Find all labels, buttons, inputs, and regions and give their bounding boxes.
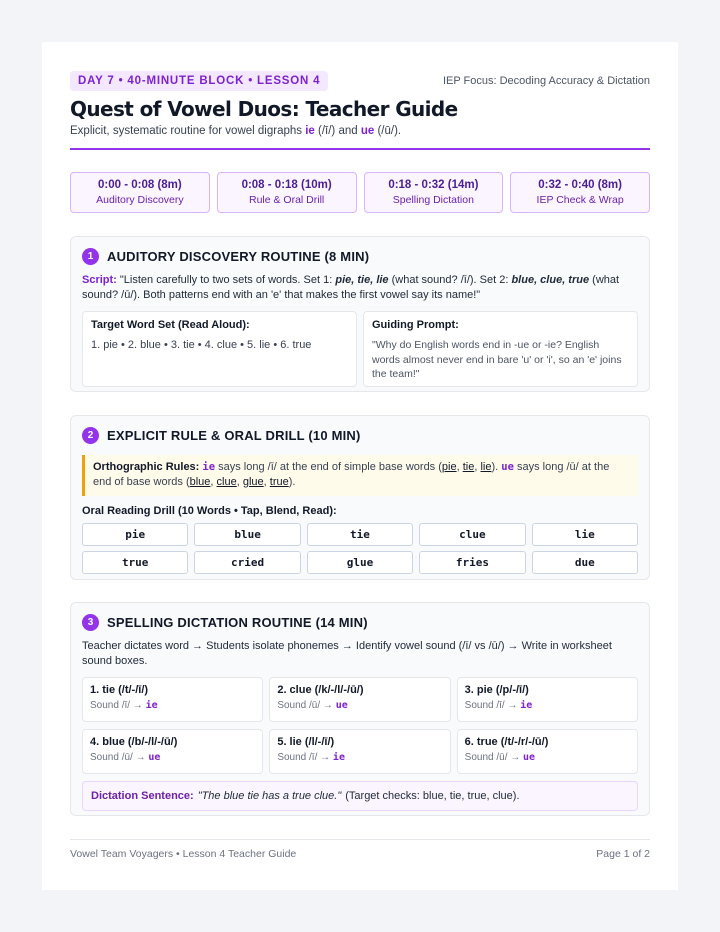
timeline-block xyxy=(70,172,210,213)
timeline-label: Spelling Dictation xyxy=(392,194,474,206)
timeline-label: Auditory Discovery xyxy=(96,194,184,206)
timeline-label: IEP Check & Wrap xyxy=(536,194,624,206)
page-footer xyxy=(70,848,650,860)
drill-word-grid xyxy=(71,517,649,574)
page-subtitle: Explicit, systematic routine for vowel digraphs ie (/ī/) and ue (/ū/). xyxy=(70,125,402,137)
section-number-badge: 1 xyxy=(82,248,99,265)
drill-word: clue xyxy=(419,523,525,546)
timeline-time: 0:08 - 0:18 (10m) xyxy=(241,179,332,191)
dictation-item: 4. blue (/b/-/l/-/ū/) Sound /ū/ → ue xyxy=(82,729,263,774)
page-title: Quest of Vowel Duos: Teacher Guide xyxy=(70,97,458,121)
dictation-item: 6. true (/t/-/r/-/ū/) Sound /ū/ → ue xyxy=(457,729,638,774)
dictation-steps: Teacher dictates word → Students isolate phonemes → Identify vowel sound (/ī/ vs /ū/) → Write in worksheet sound boxes. xyxy=(82,640,612,667)
section-number-badge: 3 xyxy=(82,614,99,631)
digraph-ie: ie xyxy=(305,125,315,137)
drill-word: true xyxy=(82,551,188,574)
drill-word: due xyxy=(532,551,638,574)
dictation-item: 5. lie (/l/-/ī/) Sound /ī/ → ie xyxy=(269,729,450,774)
timeline-time: 0:00 - 0:08 (8m) xyxy=(98,179,182,191)
timeline-block xyxy=(364,172,504,213)
dictation-item: 2. clue (/k/-/l/-/ū/) Sound /ū/ → ue xyxy=(269,677,450,722)
guiding-prompt-text: "Why do English words end in -ue or -ie? English words almost never end in bare 'u' or 'i', so an 'e' joins the team!" xyxy=(372,339,622,380)
drill-word: glue xyxy=(307,551,413,574)
target-word-card xyxy=(82,311,357,387)
timeline-block xyxy=(217,172,357,213)
dictation-sentence: Dictation Sentence: "The blue tie has a true clue." (Target checks: blue, tie, true, clue). xyxy=(82,781,638,811)
header-row xyxy=(70,70,650,92)
day-badge: DAY 7 • 40-MINUTE BLOCK • LESSON 4 xyxy=(70,71,328,91)
section-title: SPELLING DICTATION ROUTINE (14 MIN) xyxy=(107,615,368,630)
dictation-word-grid xyxy=(71,669,649,774)
drill-word: pie xyxy=(82,523,188,546)
drill-word: blue xyxy=(194,523,300,546)
lesson-timeline xyxy=(70,172,650,213)
dictation-item: 3. pie (/p/-/ī/) Sound /ī/ → ie xyxy=(457,677,638,722)
footer-title: Vowel Team Voyagers • Lesson 4 Teacher Guide xyxy=(70,848,297,860)
target-word-list: 1. pie • 2. blue • 3. tie • 4. clue • 5. lie • 6. true xyxy=(91,339,312,351)
section-rule-drill xyxy=(70,415,650,580)
footer-divider xyxy=(70,839,650,840)
guiding-prompt-card xyxy=(363,311,638,387)
teacher-script: Script: "Listen carefully to two sets of words. Set 1: pie, tie, lie (what sound? /ī/). Set 2: blue, clue, true (what sound? /ū/). Both patterns end with an 'e' that makes the first vowel say its name!" xyxy=(82,274,620,301)
drill-title: Oral Reading Drill (10 Words • Tap, Blend, Read): xyxy=(82,505,337,517)
orthographic-rules-callout: Orthographic Rules: ie says long /ī/ at the end of simple base words (pie, tie, lie). ue says long /ū/ at the end of base words (blue, clue, glue, true). xyxy=(82,455,638,496)
section-auditory-discovery xyxy=(70,236,650,392)
timeline-time: 0:18 - 0:32 (14m) xyxy=(388,179,479,191)
timeline-time: 0:32 - 0:40 (8m) xyxy=(538,179,622,191)
card-title: Target Word Set (Read Aloud): xyxy=(91,319,250,331)
section-number-badge: 2 xyxy=(82,427,99,444)
title-divider xyxy=(70,148,650,150)
worksheet-page xyxy=(42,42,678,890)
section-spelling-dictation xyxy=(70,602,650,816)
timeline-label: Rule & Oral Drill xyxy=(248,194,325,206)
drill-word: lie xyxy=(532,523,638,546)
dictation-item: 1. tie (/t/-/ī/) Sound /ī/ → ie xyxy=(82,677,263,722)
section-title: EXPLICIT RULE & ORAL DRILL (10 MIN) xyxy=(107,428,361,443)
card-title: Guiding Prompt: xyxy=(372,319,459,331)
digraph-ue: ue xyxy=(360,125,375,137)
timeline-block xyxy=(510,172,650,213)
drill-word: fries xyxy=(419,551,525,574)
page-number: Page 1 of 2 xyxy=(596,848,650,860)
section-title: AUDITORY DISCOVERY ROUTINE (8 MIN) xyxy=(107,249,370,264)
iep-focus-label: IEP Focus: Decoding Accuracy & Dictation xyxy=(442,75,650,87)
drill-word: cried xyxy=(194,551,300,574)
drill-word: tie xyxy=(307,523,413,546)
